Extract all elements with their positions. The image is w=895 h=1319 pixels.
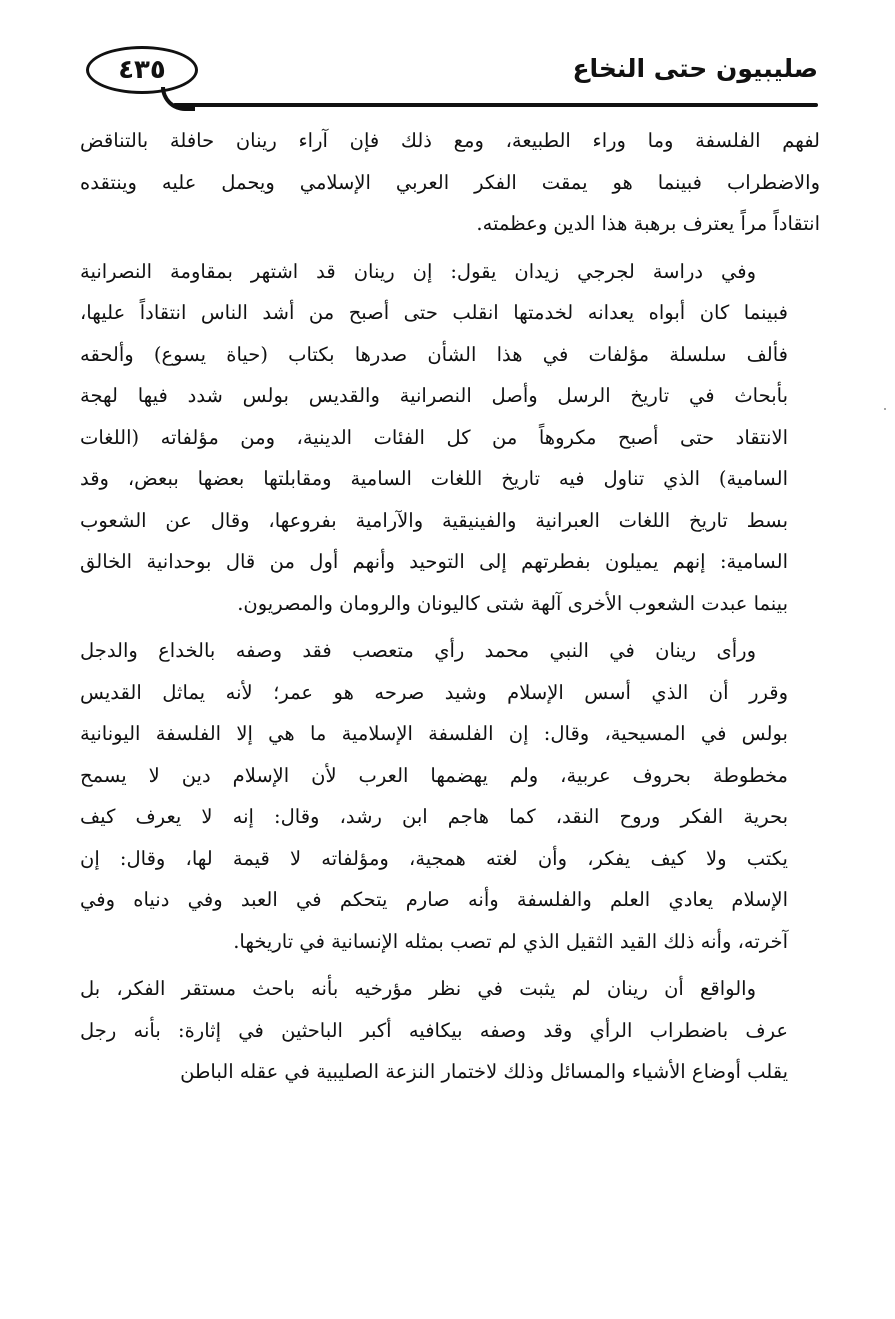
paragraph: [80, 251, 820, 625]
text-line: الانتقاد حتى أصبح مكروهاً من كل الفئات الدينية، ومن مؤلفاته (اللغات: [80, 425, 788, 449]
paragraph: [80, 120, 820, 245]
text-line: لفهم الفلسفة وما وراء الطبيعة، ومع ذلك فإن آراء رينان حافلة بالتناقض: [80, 129, 820, 152]
header-rule: [173, 103, 818, 107]
text-line: بحرية الفكر وروح النقد، كما هاجم ابن رشد، وقال: إنه لا يعرف كيف: [80, 805, 788, 828]
page-number: ٤٣٥: [118, 55, 166, 85]
text-line: ورأى رينان في النبي محمد رأي متعصب فقد وصفه بالخداع والدجل: [80, 639, 756, 662]
text-line: السامية: إنهم يميلون بفطرتهم إلى التوحيد وأنهم أول من قال بوحدانية الخالق: [80, 550, 788, 573]
text-line: انتقاداً مراً يعترف برهبة هذا الدين وعظمته.: [476, 212, 820, 235]
text-line: وقرر أن الذي أسس الإسلام وشيد صرحه هو عمر؛ لأنه يماثل القديس: [80, 680, 788, 704]
text-line: آخرته، وأنه ذلك القيد الثقيل الذي لم تصب بمثله الإنسانية في تاريخها.: [233, 929, 788, 953]
book-title: صليبيون حتى النخاع: [572, 54, 818, 83]
text-line: مخطوطة بحروف عربية، ولم يهضمها العرب لأن الإسلام دين لا يسمح: [80, 763, 788, 787]
page-header: [78, 40, 818, 110]
paragraph: [80, 630, 820, 962]
text-line: يقلب أوضاع الأشياء والمسائل وذلك لاختمار النزعة الصليبية في عقله الباطن: [180, 1060, 788, 1083]
text-line: فألف سلسلة مؤلفات في هذا الشأن صدرها بكتاب (حياة يسوع) وألحقه: [80, 342, 788, 366]
text-line: السامية) الذي تناول فيه تاريخ اللغات السامية ومقابلتها بعضها ببعض، وقد: [80, 467, 788, 490]
stray-mark: [884, 408, 886, 410]
text-line: بولس في المسيحية، وقال: إن الفلسفة الإسلامية ما هي إلا الفلسفة اليونانية: [80, 722, 788, 745]
text-line: بينما عبدت الشعوب الأخرى آلهة شتى كاليونان والرومان والمصريون.: [237, 591, 788, 615]
text-line: يكتب ولا كيف يفكر، وأن لغته همجية، ومؤلفاته لا قيمة لها، وقال: إن: [80, 846, 788, 870]
text-line: فبينما كان أبواه يعدانه لخدمتها انقلب حتى أصبح من أشد الناس انتقاداً عليها،: [80, 301, 788, 324]
text-line: عرف باضطراب الرأي وقد وصفه بيكافيه أكبر الباحثين في إثارة: بأنه رجل: [80, 1018, 788, 1042]
text-line: الإسلام يعادي العلم والفلسفة وأنه صارم يتحكم في العبد وفي دنياه وفي: [80, 888, 788, 911]
paragraph: [80, 968, 820, 1093]
text-line: بسط تاريخ اللغات العبرانية والفينيقية والآرامية بفروعها، وقال عن الشعوب: [80, 508, 788, 532]
text-line: وفي دراسة لجرجي زيدان يقول: إن رينان قد اشتهر بمقاومة النصرانية: [80, 259, 756, 283]
text-line: بأبحاث في تاريخ الرسل وأصل النصرانية والقديس بولس شدد فيها لهجة: [80, 384, 788, 407]
text-line: والاضطراب فبينما هو يمقت الفكر العربي الإسلامي ويحمل عليه وينتقده: [80, 170, 820, 194]
text-line: والواقع أن رينان لم يثبت في نظر مؤرخيه بأنه باحث مستقر الفكر، بل: [80, 977, 756, 1000]
body-text: [80, 120, 820, 1099]
